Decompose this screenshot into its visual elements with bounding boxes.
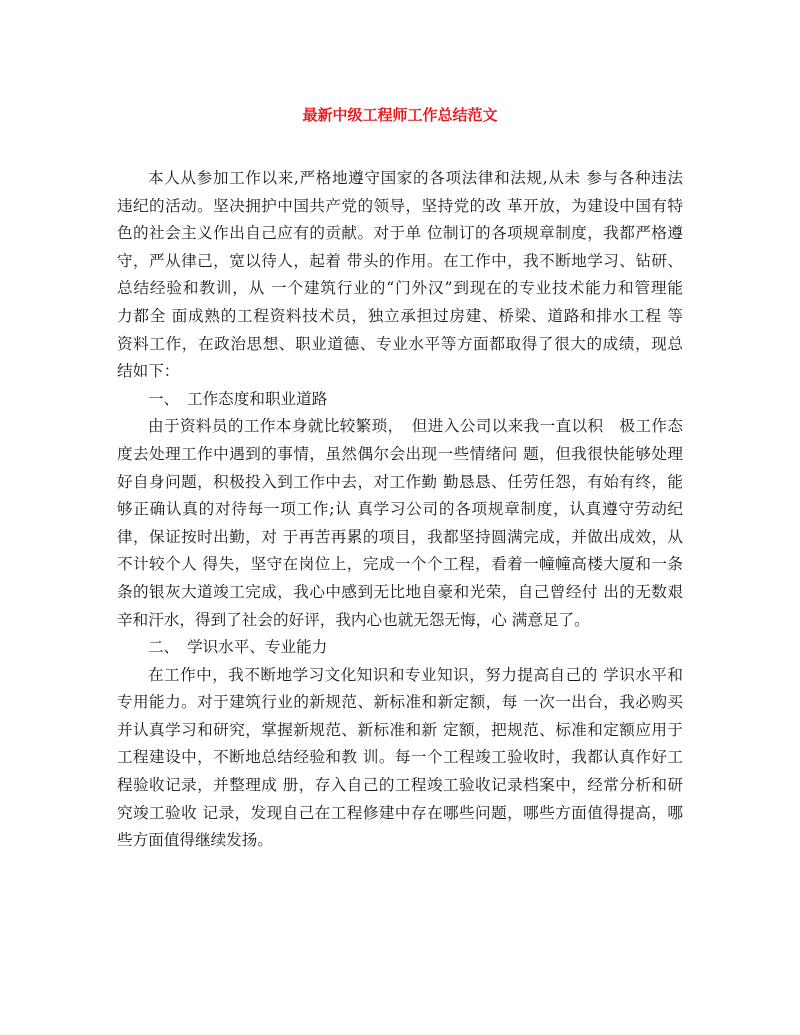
document-title: 最新中级工程师工作总结范文 (302, 106, 498, 124)
section-heading: 一、 工作态度和职业道路 (148, 389, 328, 408)
paragraph-line: 工程建设中，不断地总结经验和教 训。每一个工程竣工验收时，我都认真作好工 (117, 748, 683, 767)
paragraph-line: 资料工作，在政治思想、职业道德、专业水平等方面都取得了很大的成绩，现总 (117, 334, 683, 353)
paragraph-line: 究竣工验收 记录，发现自己在工程修建中存在哪些问题，哪些方面值得提高，哪 (117, 803, 683, 822)
paragraph-line: 好自身问题，积极投入到工作中去，对工作勤 勤恳恳、任劳任怨，有始有终，能 (117, 472, 683, 491)
paragraph-line: 总结经验和教训，从 一个建筑行业的“门外汉”到现在的专业技术能力和管理能 (117, 279, 683, 298)
paragraph-line: 够正确认真的对待每一项工作;认 真学习公司的各项规章制度，认真遵守劳动纪 (117, 500, 683, 519)
paragraph-line: 色的社会主义作出自己应有的贡献。对于单 位制订的各项规章制度，我都严格遵 (117, 224, 683, 243)
paragraph-line: 守，严从律己，宽以待人，起着 带头的作用。在工作中，我不断地学习、钻研、 (117, 251, 683, 270)
paragraph-line: 力都全 面成熟的工程资料技术员，独立承担过房建、桥梁、道路和排水工程 等 (117, 306, 683, 325)
paragraph-line: 些方面值得继续发扬。 (117, 831, 273, 850)
paragraph-line: 由于资料员的工作本身就比较繁琐， 但进入公司以来我一直以积 极工作态 (148, 417, 683, 436)
paragraph-line: 度去处理工作中遇到的事情，虽然偶尔会出现一些情绪问 题，但我很快能够处理 (117, 444, 683, 463)
paragraph-line: 专用能力。对于建筑行业的新规范、新标准和新定额，每 一次一出台，我必购买 (117, 693, 683, 712)
document-body (117, 165, 683, 855)
paragraph-line: 在工作中，我不断地学习文化知识和专业知识，努力提高自己的 学识水平和 (148, 665, 683, 684)
paragraph-line: 程验收记录，并整理成 册，存入自己的工程竣工验收记录档案中，经常分析和研 (117, 776, 683, 795)
paragraph-line: 并认真学习和研究，掌握新规范、新标准和新 定额，把规范、标准和定额应用于 (117, 720, 683, 739)
paragraph-line: 本人从参加工作以来,严格地遵守国家的各项法律和法规,从未 参与各种违法 (148, 169, 683, 187)
paragraph-line: 律，保证按时出勤，对 于再苦再累的项目，我都坚持圆满完成，并做出成效，从 (117, 527, 683, 546)
paragraph-line: 结如下： (117, 362, 180, 381)
paragraph-line: 违纪的活动。坚决拥护中国共产党的领导，坚持党的改 革开放，为建设中国有特 (117, 196, 683, 215)
section-heading: 二、 学识水平、专业能力 (148, 638, 328, 657)
paragraph-line: 辛和汗水，得到了社会的好评，我内心也就无怨无悔，心 满意足了。 (117, 610, 590, 629)
paragraph-line: 条的银灰大道竣工完成，我心中感到无比地自豪和光荣，自己曾经付 出的无数艰 (117, 582, 683, 601)
paragraph-line: 不计较个人 得失，坚守在岗位上，完成一个个工程，看着一幢幢高楼大厦和一条 (117, 555, 683, 574)
